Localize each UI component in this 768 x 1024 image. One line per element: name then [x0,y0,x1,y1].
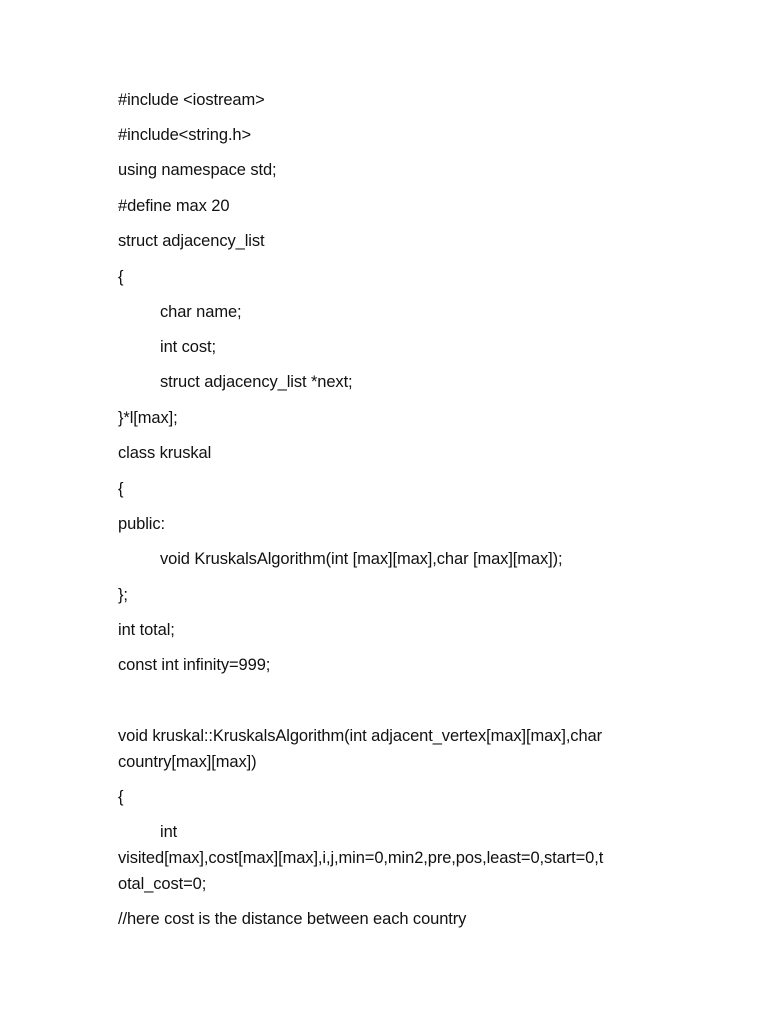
code-comment: //here cost is the distance between each country [118,910,467,928]
code-line: void kruskal::KruskalsAlgorithm(int adjacent_vertex[max][max],char [118,727,603,745]
code-line: visited[max],cost[max][max],i,j,min=0,min2,pre,pos,least=0,start=0,t [118,849,604,867]
code-line: { [118,788,124,806]
code-line: { [118,480,124,498]
code-line: const int infinity=999; [118,656,271,674]
code-line: char name; [160,303,242,321]
code-line: public: [118,515,165,533]
code-line: country[max][max]) [118,753,257,771]
code-line: int cost; [160,338,216,356]
code-line: }; [118,586,128,604]
code-line: int total; [118,621,175,639]
code-line: #define max 20 [118,197,230,215]
code-line: void KruskalsAlgorithm(int [max][max],char [max][max]); [160,550,563,568]
code-line: int [160,823,178,841]
code-line: otal_cost=0; [118,875,207,893]
code-line: struct adjacency_list *next; [160,373,353,391]
code-line: struct adjacency_list [118,232,265,250]
code-line: #include <iostream> [118,91,265,109]
code-line: #include<string.h> [118,126,252,144]
code-line: class kruskal [118,444,212,462]
code-line: { [118,268,124,286]
code-line: using namespace std; [118,161,277,179]
code-line: }*l[max]; [118,409,178,427]
